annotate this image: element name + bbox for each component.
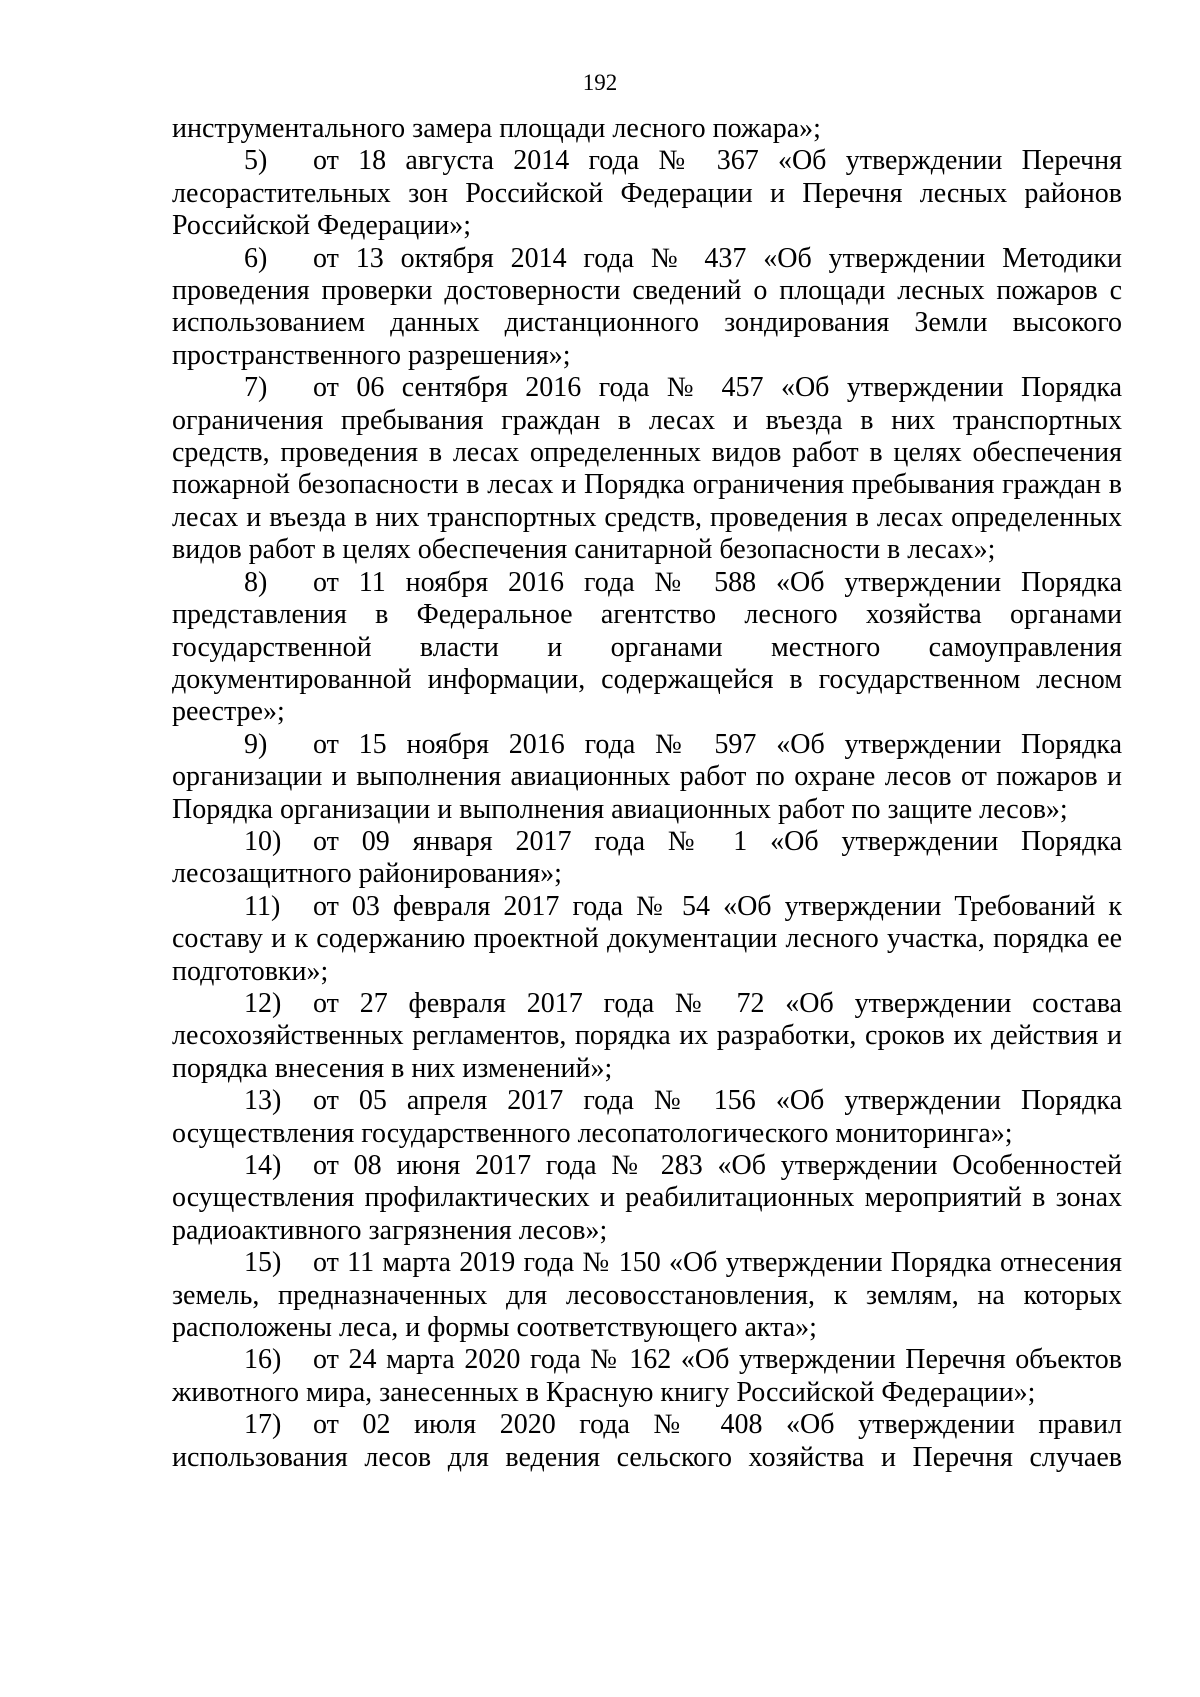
list-item-14 bbox=[172, 1150, 1122, 1247]
item-number: 17) bbox=[244, 1409, 282, 1441]
item-number: 7) bbox=[244, 372, 268, 404]
list-item-10 bbox=[172, 826, 1122, 891]
list-item-15 bbox=[172, 1247, 1122, 1344]
item-text: от 05 апреля 2017 года № 156 «Об утверждении Порядка осуществления государственного лесопатологического мониторинга»; bbox=[172, 1085, 1122, 1149]
list-item-8 bbox=[172, 567, 1122, 729]
item-text: от 27 февраля 2017 года № 72 «Об утверждении состава лесохозяйственных регламентов, порядка их разработки, сроков их действия и порядка внесения в них изменений»; bbox=[172, 987, 1122, 1084]
item-text: от 15 ноября 2016 года № 597 «Об утверждении Порядка организации и выполнения авиационных работ по охране лесов от пожаров и Порядка организации и выполнения авиационных работ по защите лесов»; bbox=[172, 728, 1122, 825]
list-item-11 bbox=[172, 891, 1122, 988]
list-item-17 bbox=[172, 1409, 1122, 1474]
list-item-12 bbox=[172, 988, 1122, 1085]
item-number: 8) bbox=[244, 566, 268, 598]
item-number: 6) bbox=[244, 242, 268, 274]
list-item-7 bbox=[172, 372, 1122, 566]
item-number: 11) bbox=[244, 890, 281, 922]
item-number: 12) bbox=[244, 987, 282, 1019]
list-item-13 bbox=[172, 1085, 1122, 1150]
list-item-9 bbox=[172, 729, 1122, 826]
item-number: 9) bbox=[244, 728, 268, 760]
list-item-6 bbox=[172, 243, 1122, 373]
item-text: от 18 августа 2014 года № 367 «Об утверждении Перечня лесорастительных зон Российской Федерации и Перечня лесных районов Российской Федерации»; bbox=[172, 145, 1122, 242]
item-number: 15) bbox=[244, 1247, 282, 1279]
page-number: 192 bbox=[582, 70, 618, 95]
item-number: 16) bbox=[244, 1344, 282, 1376]
item-text: от 09 января 2017 года № 1 «Об утверждении Порядка лесозащитного районирования»; bbox=[172, 825, 1122, 890]
document-body bbox=[172, 113, 1122, 1474]
item-number: 14) bbox=[244, 1150, 282, 1181]
item-text: от 11 ноября 2016 года № 588 «Об утверждении Порядка представления в Федеральное агентство лесного хозяйства органами государственной власти и органами местного самоуправления документированной информации, содержащейся в государственном лесном реестре»; bbox=[172, 566, 1122, 728]
item-text: от 24 марта 2020 года № 162 «Об утверждении Перечня объектов животного мира, занесенных в Красную книгу Российской Федерации»; bbox=[172, 1344, 1122, 1408]
item-text: от 11 марта 2019 года № 150 «Об утверждении Порядка отнесения земель, предназначенных для лесовосстановления, к землям, на которых расположены леса, и формы соответствующего акта»; bbox=[172, 1247, 1122, 1344]
item-text: от 13 октября 2014 года № 437 «Об утверждении Методики проведения проверки достоверности сведений о площади лесных пожаров с использованием данных дистанционного зондирования Земли высокого пространственного разрешения»; bbox=[172, 242, 1122, 371]
item-text: от 02 июля 2020 года № 408 «Об утверждении правил использования лесов для ведения сельского хозяйства и Перечня случаев bbox=[172, 1409, 1122, 1473]
item-number: 13) bbox=[244, 1085, 282, 1117]
list-item-5 bbox=[172, 145, 1122, 242]
item-number: 10) bbox=[244, 825, 282, 857]
list-item-16 bbox=[172, 1344, 1122, 1409]
item-text: от 08 июня 2017 года № 283 «Об утверждении Особенностей осуществления профилактических и реабилитационных мероприятий в зонах радиоактивного загрязнения лесов»; bbox=[172, 1150, 1122, 1246]
item-text: от 06 сентября 2016 года № 457 «Об утверждении Порядка ограничения пребывания граждан в лесах и въезда в них транспортных средств, проведения в лесах определенных видов работ в целях обеспечения пожарной безопасности в лесах и Порядка ограничения пребывания граждан в лесах и въезда в них транспортных средств, проведения в лесах определенных видов работ в целях обеспечения санитарной безопасности в лесах»; bbox=[172, 372, 1122, 566]
continuation-paragraph: инструментального замера площади лесного пожара»; bbox=[172, 113, 821, 144]
item-number: 5) bbox=[244, 145, 268, 177]
item-text: от 03 февраля 2017 года № 54 «Об утверждении Требований к составу и к содержанию проектной документации лесного участка, порядка ее подготовки»; bbox=[172, 890, 1122, 987]
